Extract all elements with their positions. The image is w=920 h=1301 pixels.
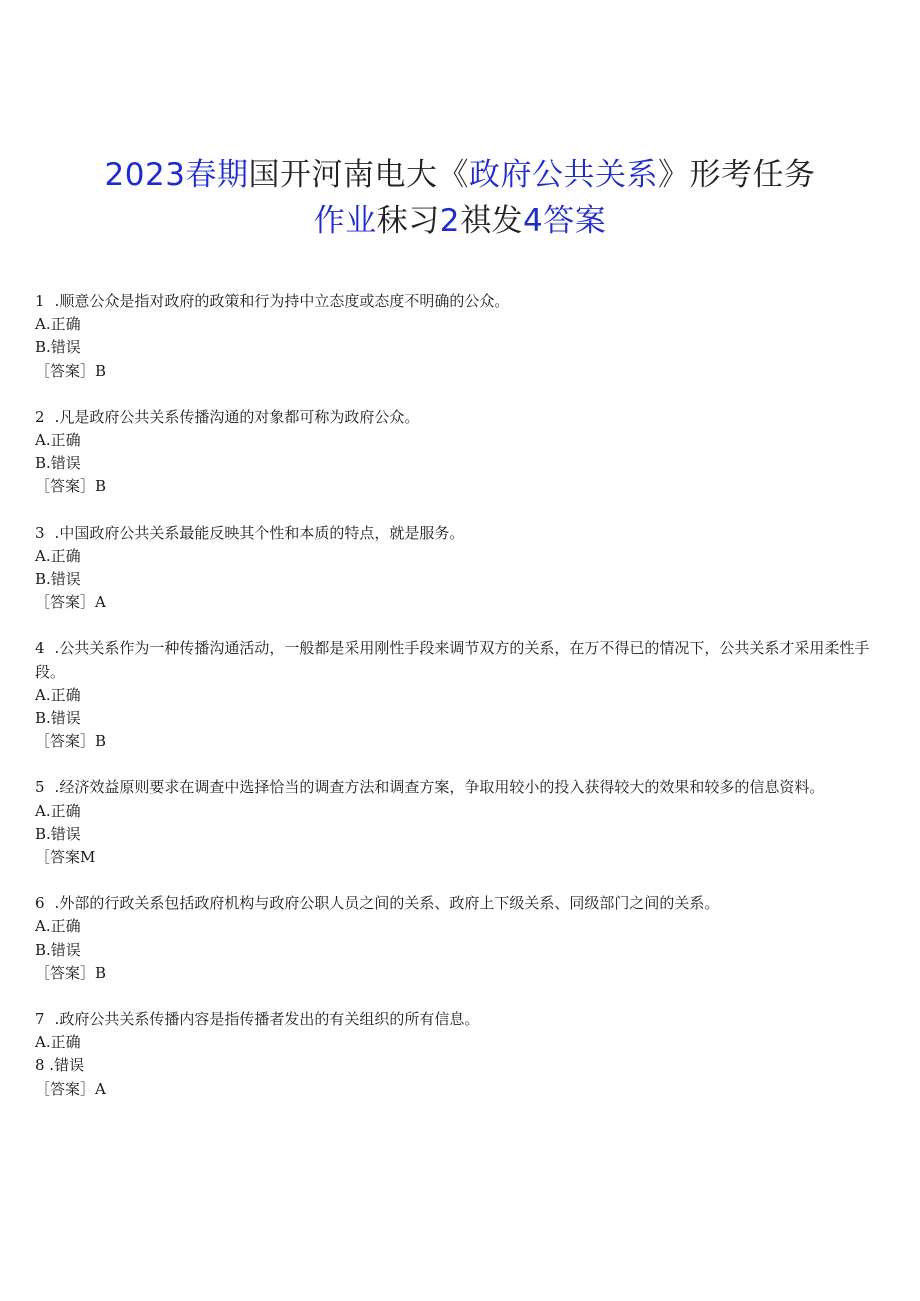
question-number: 5: [35, 778, 45, 797]
question-option: B.错误: [35, 824, 81, 843]
question-option: A.正确: [35, 917, 81, 936]
title-line-1: [0, 152, 920, 198]
title-segment: 答案: [543, 203, 607, 239]
question-answer: ［答案］B: [35, 963, 107, 982]
question-answer: ［答案］B: [35, 477, 107, 496]
question-option: B.错误: [35, 570, 81, 589]
question-option: 8 .错误: [35, 1056, 85, 1075]
question-text: .公共关系作为一种传播沟通活动，一般都是采用刚性手段来调节双方的关系，在万不得已的情况下，公共关系才采用柔性手段。: [35, 639, 870, 681]
question-option: A.正确: [35, 685, 81, 704]
question-stem: [35, 1008, 875, 1031]
question-stem: [35, 637, 875, 683]
question-stem: [35, 290, 875, 313]
question-number: 6: [35, 894, 45, 913]
title-segment: 祺发: [460, 203, 523, 239]
question-option: B.错误: [35, 709, 81, 728]
title-segment: 作业: [313, 203, 377, 239]
question-text: .顺意公众是指对政府的政策和行为持中立态度或态度不明确的公众。: [54, 292, 510, 310]
question-number: 7: [35, 1010, 45, 1029]
question-option: A.正确: [35, 315, 81, 334]
question-item: [35, 290, 875, 383]
question-option: A.正确: [35, 546, 81, 565]
question-number: 1: [35, 292, 45, 310]
question-list: [35, 290, 875, 1124]
title-segment: 》形考任务: [657, 157, 816, 193]
question-number: 4: [35, 639, 45, 658]
title-segment: 国开河南电大《: [248, 157, 469, 193]
title-segment: 2023春期: [104, 157, 249, 193]
question-answer: ［答案］B: [35, 361, 107, 380]
question-number: 3: [35, 523, 45, 542]
question-text: .中国政府公共关系最能反映其个性和本质的特点，就是服务。: [54, 523, 465, 542]
question-option: A.正确: [35, 1033, 81, 1052]
question-item: [35, 522, 875, 615]
question-answer: ［答案M: [35, 848, 96, 867]
question-text: .外部的行政关系包括政府机构与政府公职人员之间的关系、政府上下级关系、同级部门之间的关系。: [54, 894, 720, 913]
question-text: .凡是政府公共关系传播沟通的对象都可称为政府公众。: [54, 407, 420, 426]
question-option: B.错误: [35, 338, 81, 357]
question-option: A.正确: [35, 801, 81, 820]
question-text: .经济效益原则要求在调查中选择恰当的调查方法和调查方案，争取用较小的投入获得较大的效果和较多的信息资料。: [54, 778, 825, 797]
question-answer: ［答案］A: [35, 593, 106, 612]
question-item: [35, 776, 875, 869]
question-item: [35, 637, 875, 753]
question-answer: ［答案］A: [35, 1079, 106, 1098]
title-line-2: [0, 198, 920, 244]
question-stem: [35, 776, 875, 799]
question-stem: [35, 522, 875, 545]
question-text: .政府公共关系传播内容是指传播者发出的有关组织的所有信息。: [54, 1010, 480, 1029]
question-stem: [35, 892, 875, 915]
question-item: [35, 1008, 875, 1101]
question-option: A.正确: [35, 431, 81, 450]
question-number: 2: [35, 407, 45, 426]
document-title: [0, 152, 920, 244]
title-segment: 政府公共关系: [468, 157, 658, 193]
title-segment: 4: [523, 203, 544, 239]
question-answer: ［答案］B: [35, 732, 107, 751]
question-stem: [35, 406, 875, 429]
question-option: B.错误: [35, 454, 81, 473]
title-segment: 2: [439, 203, 460, 239]
question-item: [35, 406, 875, 499]
question-item: [35, 892, 875, 985]
title-segment: 秣习: [376, 203, 440, 239]
question-option: B.错误: [35, 940, 81, 959]
